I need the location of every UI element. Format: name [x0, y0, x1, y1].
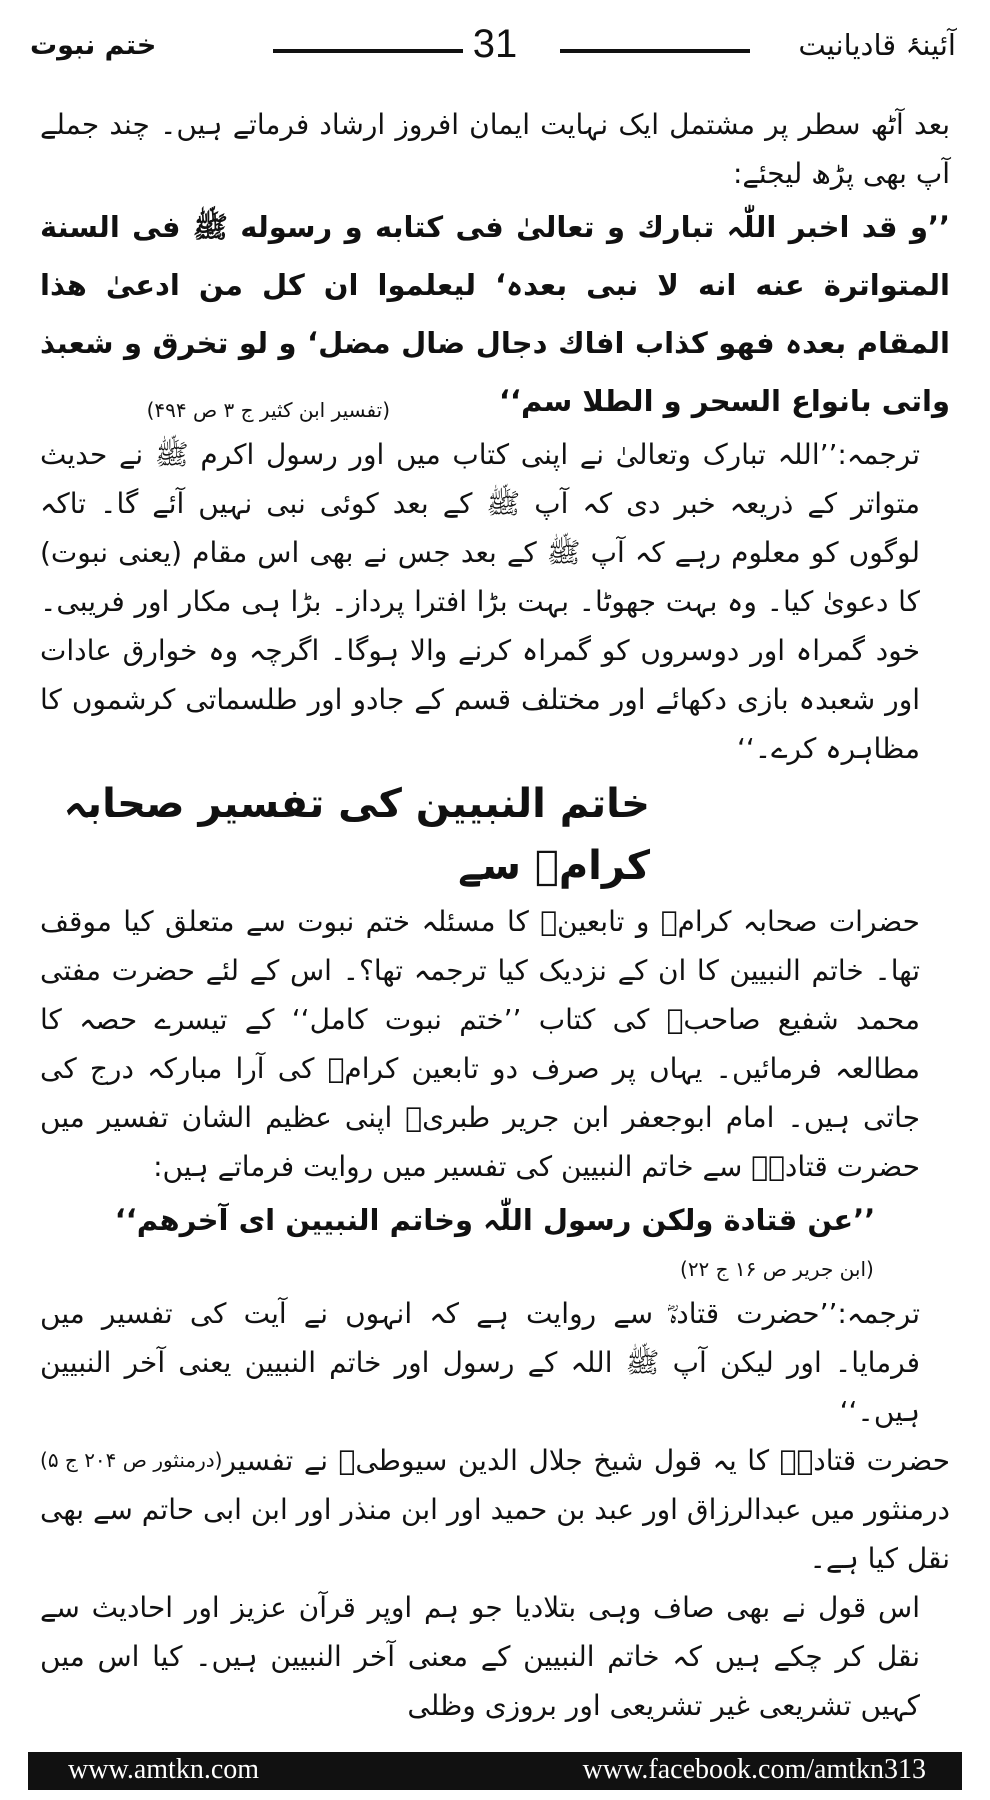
- page-footer: [28, 1752, 962, 1790]
- paragraph-suyuti-text: حضرت قتادہؓ کا یہ قول شیخ جلال الدین سیوطیؒ نے تفسیر درمنثور میں عبدالرزاق اور عبد بن حمید اور ابن منذر اور ابن ابی حاتم سے بھی نقل کیا ہے۔: [40, 1444, 950, 1575]
- translation-paragraph-2: ترجمہ:’’حضرت قتادہؓ سے روایت ہے کہ انہوں نے آیت کی تفسیر میں فرمایا۔ اور لیکن آپ ﷺ اللہ کے رسول اور خاتم النبیین یعنی آخر النبیین ہیں۔‘‘: [40, 1297, 920, 1428]
- page-number: 31: [472, 22, 518, 66]
- arabic-quote-tafsir-ibn-kathir: ’’و قد اخبر اللّٰہ تبارك و تعالیٰ فی كتابه و رسوله ﷺ فی السنة المتواترة عنه انه لا نبی بعدہ‘ لیعلموا ان كل من ادعیٰ ھذا المقام بعدہ فهو كذاب افاك دجال ضال مضل‘ و لو تخرق و شعبذ واتی بانواع السحر و الطلا سم‘‘: [40, 210, 950, 418]
- intro-paragraph: بعد آٹھ سطر پر مشتمل ایک نہایت ایمان افروز ارشاد فرماتے ہیں۔ چند جملے آپ بھی پڑھ لیجئے:: [40, 108, 950, 190]
- reference-ibn-jarir: (ابن جریر ص ۱۶ ج ۲۲): [680, 1257, 874, 1281]
- reference-durr-manthur: (درمنثور ص ۲۰۴ ج ۵): [40, 1448, 223, 1472]
- page-body: [40, 100, 950, 1730]
- section-heading: خاتم النبیین کی تفسیر صحابہ کرامؓ سے: [63, 781, 650, 889]
- arabic-quote-qatada: ’’عن قتادة ولكن رسول اللّٰہ وخاتم النبیین ای آخرھم‘‘: [114, 1203, 876, 1237]
- section-title: ختم نبوت: [30, 30, 157, 61]
- paragraph-suyuti: [40, 1436, 950, 1583]
- book-title: آئینۂ قادیانیت: [798, 28, 956, 62]
- page-header: [28, 22, 962, 78]
- website-link[interactable]: www.amtkn.com: [68, 1754, 260, 1785]
- header-rule-right: [560, 49, 750, 53]
- translation-paragraph-1: ترجمہ:’’اللہ تبارک وتعالیٰ نے اپنی کتاب میں اور رسول اکرم ﷺ نے حدیث متواتر کے ذریعہ خبر دی کہ آپ ﷺ کے بعد کوئی نبی نہیں آئے گا۔ تاکہ لوگوں کو معلوم رہے کہ آپ ﷺ کے بعد جس نے بھی اس مقام (یعنی نبوت) کا دعویٰ کیا۔ وہ بہت جھوٹا۔ بہت بڑا افترا پرداز۔ بڑا ہی مکار اور فریبی۔ خود گمراہ اور دوسروں کو گمراہ کرنے والا ہوگا۔ اگرچہ وہ خوارق عادات اور شعبدہ بازی دکھائے اور مختلف قسم کے جادو اور طلسماتی کرشموں کا مظاہرہ کرے۔‘‘: [40, 438, 921, 765]
- reference-ibn-kathir: (تفسیر ابن کثیر ج ۳ ص ۴۹۴): [146, 398, 390, 422]
- facebook-link[interactable]: www.facebook.com/amtkn313: [582, 1754, 926, 1785]
- paragraph-conclusion: اس قول نے بھی صاف وہی بتلادیا جو ہم اوپر قرآن عزیز اور احادیث سے نقل کر چکے ہیں کہ خاتم النبیین کے معنی آخر النبیین ہیں۔ کیا اس میں کہیں تشریعی غیر تشریعی اور بروزی وظلی: [40, 1591, 920, 1722]
- paragraph-sahaba-tafsir: حضرات صحابہ کرامؓ و تابعینؒ کا مسئلہ ختم نبوت سے متعلق کیا موقف تھا۔ خاتم النبیین کا ان کے نزدیک کیا ترجمہ تھا؟۔ اس کے لئے حضرت مفتی محمد شفیع صاحبؒ کی کتاب ’’ختم نبوت کامل‘‘ کے تیسرے حصہ کا مطالعہ فرمائیں۔ یہاں پر صرف دو تابعین کرامؒ کی آرا مبارکہ درج کی جاتی ہیں۔ امام ابوجعفر ابن جریر طبریؒ اپنی عظیم الشان تفسیر میں حضرت قتادہؓ سے خاتم النبیین کی تفسیر میں روایت فرماتے ہیں:: [40, 905, 920, 1183]
